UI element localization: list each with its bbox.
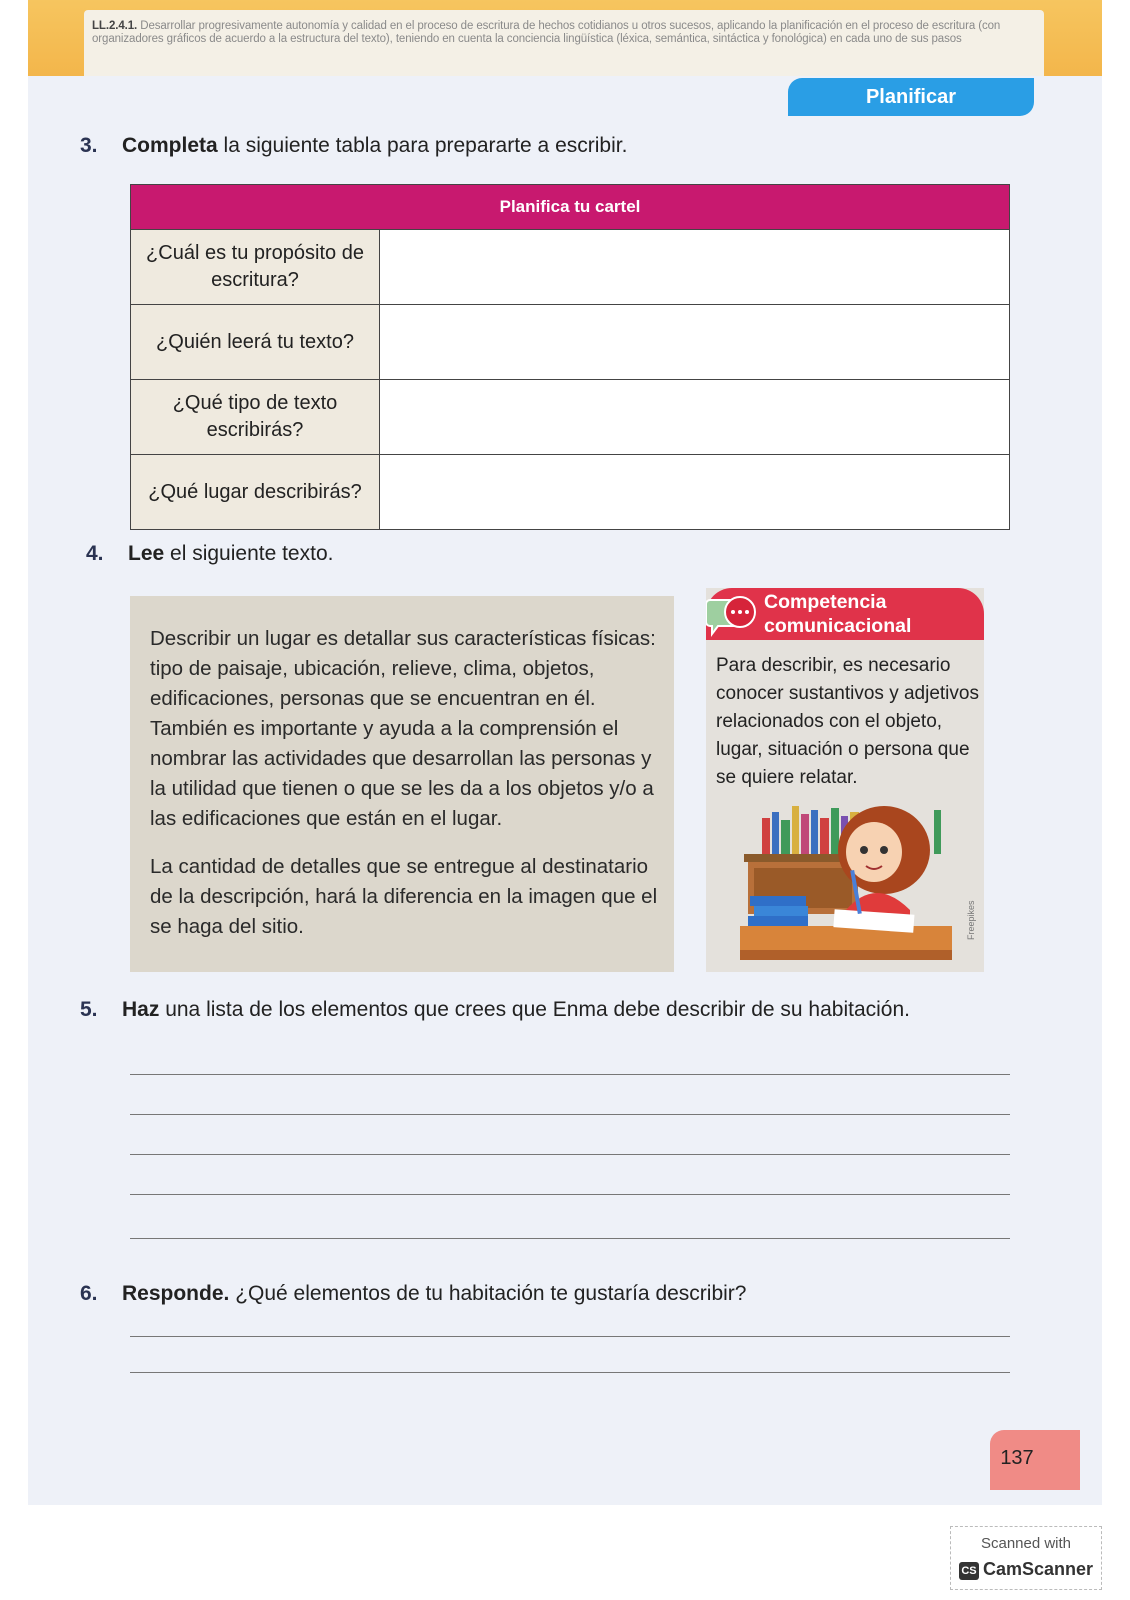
question-number: 4. bbox=[86, 542, 104, 565]
answer-cell[interactable] bbox=[380, 380, 1010, 455]
table-title: Planifica tu cartel bbox=[131, 185, 1010, 230]
answer-line[interactable] bbox=[130, 1154, 1010, 1155]
question-verb: Completa bbox=[122, 134, 218, 157]
competencia-title-line1: Competencia bbox=[764, 591, 887, 613]
question-number: 6. bbox=[80, 1282, 98, 1305]
girl-studying-illustration bbox=[734, 800, 964, 968]
question-verb: Lee bbox=[128, 542, 165, 565]
question-4 bbox=[86, 542, 333, 566]
row-label: ¿Qué lugar describirás? bbox=[131, 455, 380, 530]
reading-box bbox=[130, 596, 674, 972]
answer-cell[interactable] bbox=[380, 230, 1010, 305]
question-verb: Haz bbox=[122, 998, 160, 1021]
illustration-credit: Freepikes bbox=[966, 900, 976, 940]
curriculum-objective bbox=[92, 20, 1032, 46]
table-row bbox=[131, 455, 1010, 530]
question-text: el siguiente texto. bbox=[164, 542, 334, 565]
answer-line[interactable] bbox=[130, 1114, 1010, 1115]
scanner-brand: CamScanner bbox=[983, 1559, 1094, 1579]
objective-code: LL.2.4.1. bbox=[92, 20, 138, 32]
page-number-tab bbox=[990, 1430, 1080, 1490]
row-label: ¿Quién leerá tu texto? bbox=[131, 305, 380, 380]
answer-cell[interactable] bbox=[380, 455, 1010, 530]
table-row bbox=[131, 380, 1010, 455]
question-text: la siguiente tabla para prepararte a escribir. bbox=[217, 134, 628, 157]
camscanner-logo-icon: CS bbox=[959, 1562, 979, 1580]
section-tab-planificar: Planificar bbox=[788, 78, 1034, 116]
answer-line[interactable] bbox=[130, 1194, 1010, 1195]
answer-cell[interactable] bbox=[380, 305, 1010, 380]
question-number: 3. bbox=[80, 134, 98, 157]
objective-description: Desarrollar progresivamente autonomía y calidad en el proceso de escritura de hechos cotidianos u otros sucesos, aplicando la planificación en el proceso de escritura (con organizadores gráficos de acuerdo a la estructura del texto), teniendo en cuenta la conciencia lingüística (léxica, semántica, sintáctica y fonológica) en cada uno de sus pasos bbox=[92, 20, 1001, 45]
row-label: ¿Qué tipo de texto escribirás? bbox=[131, 380, 380, 455]
page-number: 137 bbox=[1000, 1447, 1034, 1469]
question-5 bbox=[80, 998, 910, 1022]
question-text: una lista de los elementos que crees que Enma debe describir de su habitación. bbox=[159, 998, 910, 1021]
answer-line[interactable] bbox=[130, 1074, 1010, 1075]
row-label: ¿Cuál es tu propósito de escritura? bbox=[131, 230, 380, 305]
workbook-page bbox=[28, 0, 1102, 1505]
answer-line[interactable] bbox=[130, 1336, 1010, 1337]
question-3 bbox=[80, 134, 627, 158]
competencia-title bbox=[764, 590, 964, 638]
speech-bubble-icon bbox=[706, 594, 758, 640]
question-text: ¿Qué elementos de tu habitación te gustaría describir? bbox=[229, 1282, 747, 1305]
reading-paragraph-1: Describir un lugar es detallar sus características físicas: tipo de paisaje, ubicación, relieve, clima, objetos, edificaciones, personas que se encuentran en él. También es importante y ayuda a la comprensión el nombrar las actividades que desarrollan las personas y la utilidad que tienen o que se les da a los objetos y/o a las edificaciones que están en el lugar. bbox=[150, 627, 656, 830]
question-verb: Responde. bbox=[122, 1282, 230, 1305]
planning-table bbox=[130, 184, 1010, 530]
table-row bbox=[131, 230, 1010, 305]
camscanner-watermark bbox=[950, 1526, 1102, 1590]
scanner-caption: Scanned with bbox=[980, 1535, 1072, 1552]
answer-line[interactable] bbox=[130, 1238, 1010, 1239]
competencia-title-line2: comunicacional bbox=[764, 615, 912, 637]
answer-line[interactable] bbox=[130, 1372, 1010, 1373]
competencia-text: Para describir, es necesario conocer sustantivos y adjetivos relacionados con el objeto, lugar, situación o persona que se quiere relatar. bbox=[716, 655, 979, 788]
reading-paragraph-2: La cantidad de detalles que se entregue al destinatario de la descripción, hará la diferencia en la imagen que el se haga del sitio. bbox=[150, 855, 658, 938]
question-number: 5. bbox=[80, 998, 98, 1021]
table-row bbox=[131, 305, 1010, 380]
question-6 bbox=[80, 1282, 746, 1306]
